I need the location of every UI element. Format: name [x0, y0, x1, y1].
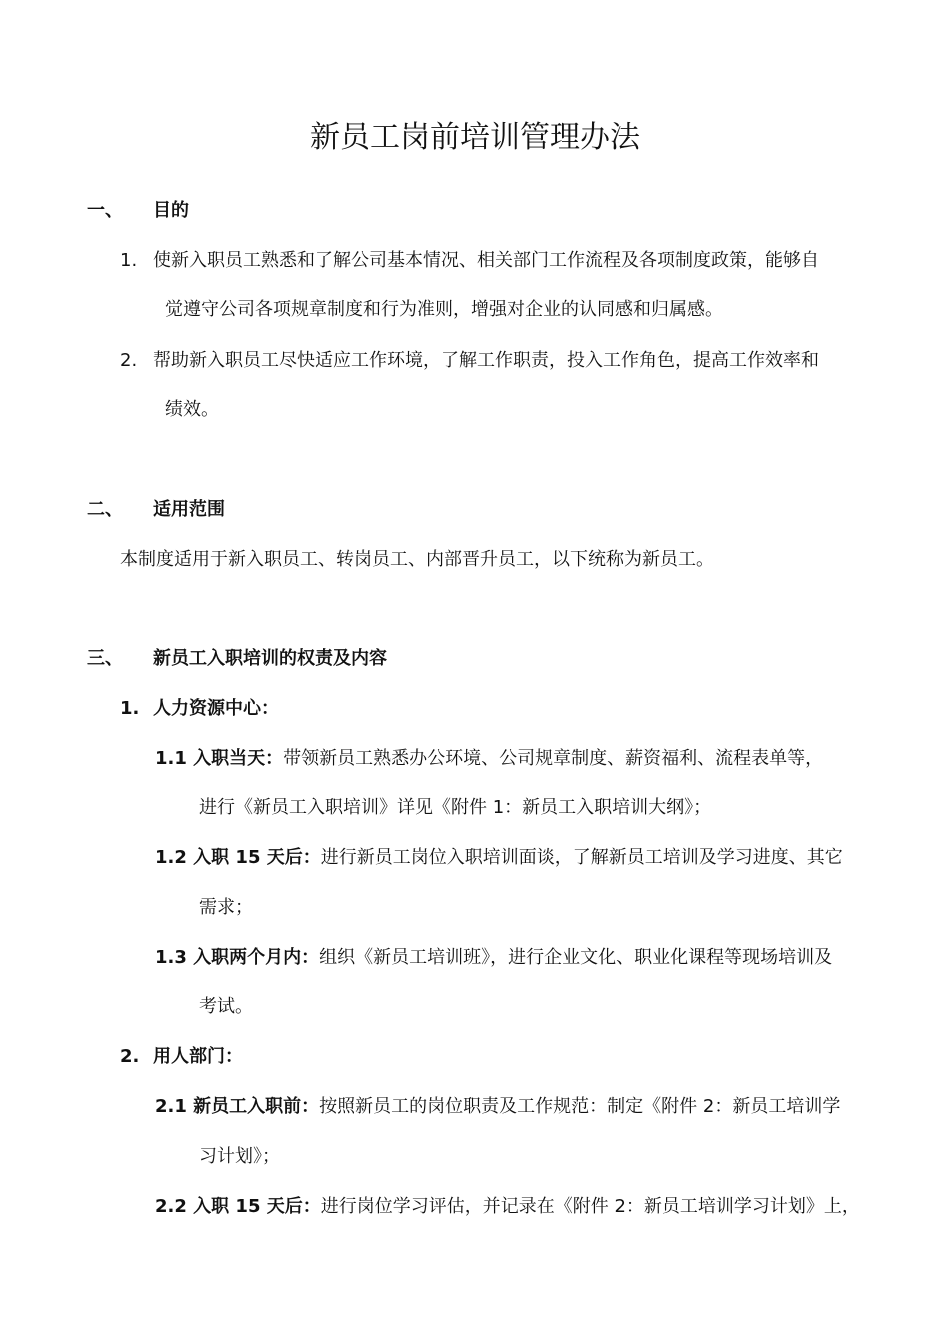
section-2-body: 本制度适用于新入职员工、转岗员工、内部晋升员工，以下统称为新员工。: [120, 549, 714, 570]
section-3-number: 三、: [87, 648, 123, 669]
subsection-2-heading: 用人部门：: [153, 1046, 243, 1067]
item-1-3-text: 组织《新员工培训班》，进行企业文化、职业化课程等现场培训及: [319, 947, 833, 968]
item-2-1-text: 按照新员工的岗位职责及工作规范：制定《附件 2：新员工培训学: [319, 1096, 841, 1117]
item-1-3-line-1: [155, 946, 832, 970]
section-1-number: 一、: [87, 200, 123, 221]
section-2-heading: 适用范围: [153, 499, 225, 520]
subsection-2-number: 2.: [120, 1046, 140, 1067]
item-1-2-label: 1.2 入职 15 天后：: [155, 847, 321, 868]
item-1-1-line-2: 进行《新员工入职培训》详见《附件 1：新员工入职培训大纲》；: [199, 797, 712, 818]
document-title: 新员工岗前培训管理办法: [310, 120, 640, 155]
item-2-2-line-1: [155, 1195, 860, 1219]
item-2-1-line-1: [155, 1095, 840, 1119]
item-1-1-line-1: [155, 747, 823, 771]
item-1-3-line-2: 考试。: [199, 996, 253, 1017]
subsection-1-heading: 人力资源中心：: [153, 698, 279, 719]
section-1-heading: 目的: [153, 200, 189, 221]
section-1-item-1-line-1: 使新入职员工熟悉和了解公司基本情况、相关部门工作流程及各项制度政策，能够自: [153, 250, 819, 271]
item-2-1-label: 2.1 新员工入职前：: [155, 1096, 320, 1117]
section-1-item-1-line-2: 觉遵守公司各项规章制度和行为准则，增强对企业的认同感和归属感。: [165, 299, 723, 320]
item-2-2-label: 2.2 入职 15 天后：: [155, 1196, 321, 1217]
item-2-1-line-2: 习计划》；: [199, 1146, 280, 1167]
item-1-3-label: 1.3 入职两个月内：: [155, 947, 320, 968]
item-1-2-line-2: 需求；: [199, 897, 253, 918]
section-1-item-2-line-1: 帮助新入职员工尽快适应工作环境，了解工作职责，投入工作角色，提高工作效率和: [153, 350, 819, 371]
subsection-1-number: 1.: [120, 698, 140, 719]
item-1-2-line-1: [155, 846, 843, 870]
section-2-number: 二、: [87, 499, 123, 520]
section-1-item-2-line-2: 绩效。: [165, 399, 219, 420]
section-3-heading: 新员工入职培训的权责及内容: [153, 648, 387, 669]
section-1-item-1-number: 1.: [120, 250, 138, 271]
section-1-item-2-number: 2.: [120, 350, 138, 371]
item-2-2-text: 进行岗位学习评估，并记录在《附件 2：新员工培训学习计划》上，: [320, 1196, 860, 1217]
item-1-1-text: 带领新员工熟悉办公环境、公司规章制度、薪资福利、流程表单等，: [283, 748, 824, 769]
item-1-2-text: 进行新员工岗位入职培训面谈，了解新员工培训及学习进度、其它: [320, 847, 843, 868]
item-1-1-label: 1.1 入职当天：: [155, 748, 284, 769]
